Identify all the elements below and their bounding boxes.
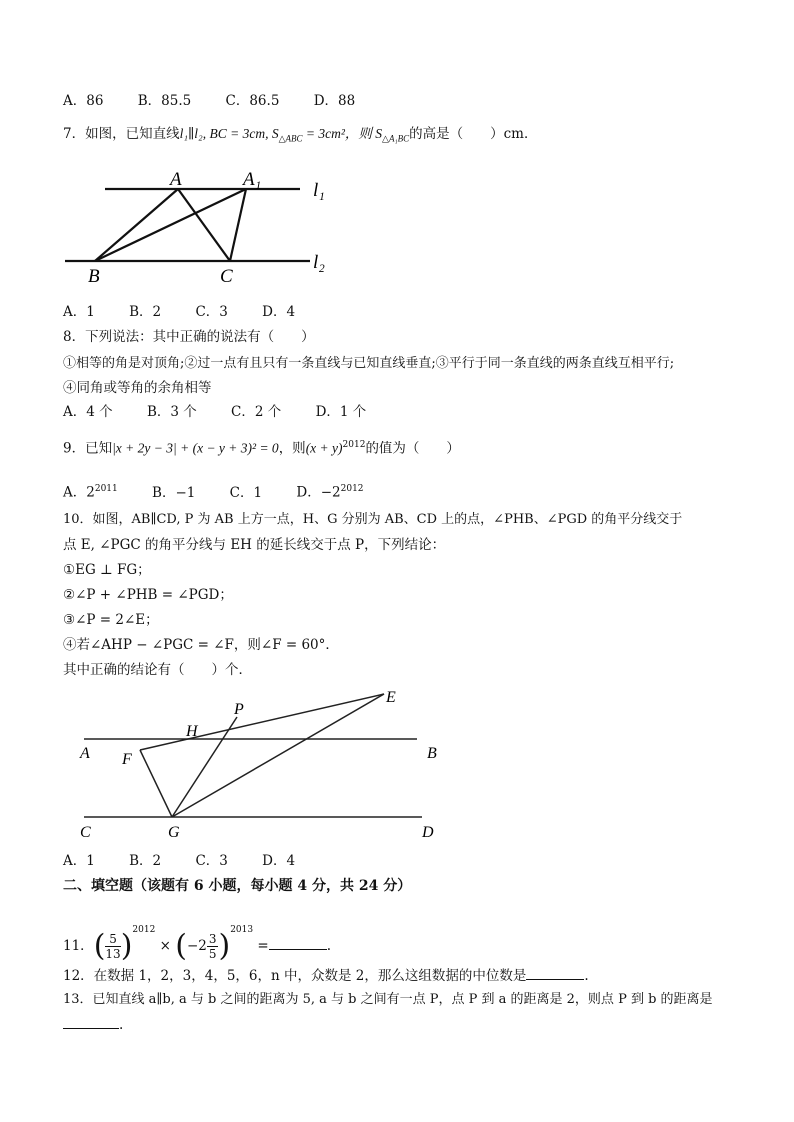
q12-line [63,967,589,985]
q8-option-a: A．4 个 [63,404,113,420]
q11-paren-open-1: ( [93,928,106,964]
q10-options [63,852,325,870]
q9-stem-c: 的值为（ ） [365,440,460,457]
q11-fraction-2-numerator: 3 [208,932,217,946]
q7-figure [60,165,350,290]
q7-cond2-sub: △A₁BC [382,133,410,144]
q10-conclusion-1: ①EG ⊥ FG； [63,562,151,578]
q7-label-l2: l₂ [313,252,325,273]
q9-option-d-base: D．−2 [296,484,341,501]
q13-line2 [63,1016,123,1034]
q7-label-b: B [88,266,100,287]
q7-cond2: = 3cm²，则 S [302,126,383,141]
q10-label-f: F [122,751,132,768]
q9-equation: |x + 2y − 3| + (x − y + 3)² = 0 [112,440,279,456]
q8-stem: 8．下列说法：其中正确的说法有（ ） [63,329,315,345]
q7-cond1: l₁∥l₂, BC = 3cm, S [179,126,279,141]
q13-answer-blank[interactable] [63,1016,119,1029]
q8-statements-line1: ①相等的角是对顶角;②过一点有且只有一条直线与已知直线垂直;③平行于同一条直线的两条直线互相平行; [63,356,675,371]
q9-options [63,480,394,502]
q9-expression: (x + y) [305,440,343,456]
q8-option-c: C．2 个 [231,404,282,420]
q11-paren-open-2: ( [175,928,187,964]
q11-fraction-1-denominator: 13 [105,947,121,961]
q7-option-d: D．4 [262,304,296,320]
q9-option-a-base: A．2 [63,484,95,501]
q10-option-a: A．1 [63,853,95,869]
q8-option-b: B．3 个 [146,404,197,420]
q7-label-l1: l₁ [313,180,325,201]
q10-option-b: B．2 [129,853,162,869]
q12-period: . [584,968,589,984]
q13-line1: 13．已知直线 a∥b, a 与 b 之间的距离为 5, a 与 b 之间有一点 P，点 P 到 a 的距离是 2，则点 P 到 b 的距离是 [63,992,713,1007]
section-2-heading: 二、填空题（该题有 6 小题，每小题 4 分，共 24 分） [63,878,412,894]
q7-option-a: A．1 [63,304,95,320]
q9-option-a-exponent: 2011 [94,484,118,494]
q11-fraction-1 [105,932,120,961]
q10-question: 其中正确的结论有（ ）个． [63,662,252,678]
q7-segment-ba [95,189,178,261]
q10-label-c: C [80,824,91,841]
q10-segment-fe [140,694,384,750]
q10-label-d: D [422,824,434,841]
q7-options [63,303,325,321]
q11-number: 11． [63,938,94,954]
q6-option-b: B．85.5 [137,93,192,109]
q9-option-b: B．−1 [152,484,196,501]
q9-option-d [296,480,363,502]
q10-label-p: P [234,701,244,718]
q7-label-c: C [220,266,233,287]
q7-option-c: C．3 [195,304,228,320]
q7-stem [63,125,537,148]
q10-figure [72,685,452,845]
q11-paren-close-1: ) [120,928,133,964]
q8-options [63,403,396,421]
q11-times: × [159,938,171,954]
q10-option-c: C．3 [195,853,228,869]
q10-label-e: E [386,689,396,706]
q7-prefix: 7．如图，已知直线 [63,126,180,142]
q6-option-c: C．86.5 [225,93,280,109]
q10-conclusion-4: ④若∠AHP − ∠PGC = ∠F，则∠F = 60°． [63,637,339,653]
q10-label-a: A [80,745,90,762]
q11-line [63,905,332,964]
q7-suffix: 的高是（ ）cm． [409,126,538,142]
q11-period: . [326,938,332,954]
q9-option-c: C．1 [229,484,263,501]
q11-fraction-2 [207,932,219,961]
q8-option-d: D．1 个 [315,404,367,420]
q10-segment-ge [172,694,384,817]
q10-segment-gp [172,717,237,817]
q10-segment-fg [140,750,172,817]
q6-option-d: D．88 [313,93,356,109]
q10-label-h: H [186,723,198,740]
q9-option-d-exponent: 2012 [340,484,364,494]
q7-segment-a1c [230,189,246,261]
q9-stem-b: ，则 [278,440,306,457]
q8-statements-line2: ④同角或等角的余角相等 [63,380,212,396]
q10-stem-line2: 点 E, ∠PGC 的角平分线与 EH 的延长线交于点 P，下列结论： [63,537,446,553]
q10-conclusion-3: ③∠P = 2∠E； [63,612,159,628]
q10-conclusion-2: ②∠P + ∠PHB = ∠PGD； [63,587,233,603]
q9-exponent: 2012 [342,440,366,450]
q7-label-a1: A₁ [243,169,262,190]
q11-answer-blank[interactable] [269,937,327,950]
q10-option-d: D．4 [262,853,296,869]
q7-option-b: B．2 [129,304,162,320]
q12-text: 12．在数据 1，2，3，4，5，6，n 中，众数是 2，那么这组数据的中位数是 [63,968,527,984]
q9-stem [63,436,460,458]
q11-exponent-1: 2012 [132,925,156,935]
q6-options [63,92,385,110]
q6-option-a: A．86 [63,93,104,109]
q13-period: . [119,1017,124,1033]
q11-fraction-2-denominator: 5 [208,947,217,961]
q10-label-b: B [427,745,437,762]
q10-stem-line1: 10．如图，AB∥CD, P 为 AB 上方一点，H、G 分别为 AB、CD 上的点，∠PHB、∠PGD 的角平分线交于 [63,512,683,527]
q7-label-a: A [170,169,182,190]
q11-exponent-2: 2013 [230,925,254,935]
q11-whole-number: −2 [186,938,207,954]
q11-equals: = [257,938,269,954]
q11-fraction-1-numerator: 5 [105,932,120,947]
q12-answer-blank[interactable] [526,967,584,980]
q7-cond1-sub: △ABC [278,133,303,144]
q10-label-g: G [168,824,180,841]
q9-option-a [63,480,118,502]
q9-stem-a: 9．已知 [63,440,113,457]
q11-paren-close-2: ) [218,928,231,964]
